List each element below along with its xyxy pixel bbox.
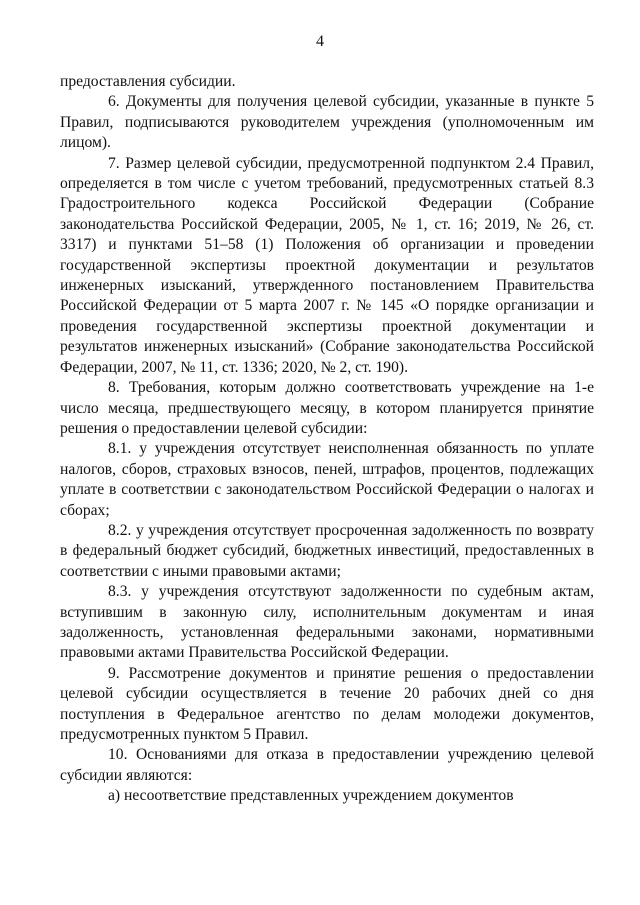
paragraph-8-3: 8.3. у учреждения отсутствуют задолженности по судебным актам, вступившим в законную силу, исполнительным документам и иная задолженность, установленная федеральными законами, нормативными правовыми актами Правительства Российской Федерации. [60, 583, 594, 662]
document-body [60, 72, 594, 807]
page-number: 4 [316, 33, 324, 50]
paragraph-8-1: 8.1. у учреждения отсутствует неисполненная обязанность по уплате налогов, сборов, страховых взносов, пеней, штрафов, процентов, подлежащих уплате в соответствии с законодательством Российской Федерации о налогах и сборах; [60, 440, 594, 519]
paragraph-9: 9. Рассмотрение документов и принятие решения о предоставлении целевой субсидии осуществляется в течение 20 рабочих дней со дня поступления в Федеральное агентство по делам молодежи документов, предусмотренных пунктом 5 Правил. [60, 664, 594, 743]
paragraph-continuation: предоставления субсидии. [60, 73, 236, 90]
paragraph-7: 7. Размер целевой субсидии, предусмотренной подпунктом 2.4 Правил, определяется в том числе с учетом требований, предусмотренных статьей 8.3 Градостроительного кодекса Российской Федерации (Собрание законодательства Российской Федерации, 2005, № 1, ст. 16; 2019, № 26, ст. 3317) и пунктами 51–58 (1) Положения об организации и проведении государственной экспертизы проектной документации и результатов инженерных изысканий, утвержденного постановлением Правительства Российской Федерации от 5 марта 2007 г. № 145 «О порядке организации и проведения государственной экспертизы проектной документации и результатов инженерных изысканий» (Собрание законодательства Российской Федерации, 2007, № 11, ст. 1336; 2020, № 2, ст. 190). [60, 154, 594, 376]
paragraph-8-2: 8.2. у учреждения отсутствует просроченная задолженность по возврату в федеральный бюджет субсидий, бюджетных инвестиций, предоставленных в соответствии с иными правовыми актами; [60, 521, 594, 580]
paragraph-10: 10. Основаниями для отказа в предоставлении учреждению целевой субсидии являются: [60, 746, 594, 784]
paragraph-8: 8. Требования, которым должно соответствовать учреждение на 1-е число месяца, предшествующего месяцу, в котором планируется принятие решения о предоставлении целевой субсидии: [60, 379, 594, 437]
paragraph-10-a: а) несоответствие представленных учреждением документов [108, 787, 514, 805]
paragraph-6: 6. Документы для получения целевой субсидии, указанные в пункте 5 Правил, подписываются руководителем учреждения (уполномоченным им лицом). [60, 93, 594, 152]
